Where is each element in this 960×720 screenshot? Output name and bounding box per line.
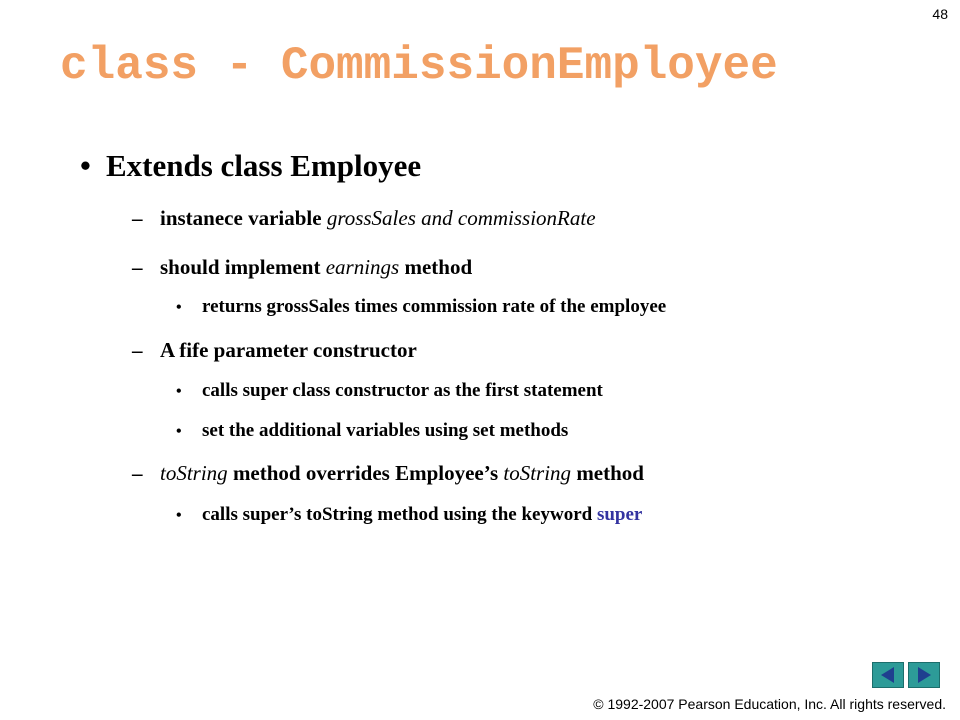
bullet-level-3 [176, 502, 642, 529]
bullet-marker: • [176, 507, 182, 524]
bullet-text: toString [503, 461, 572, 485]
bullet-text: should implement [160, 255, 326, 279]
bullet-text: method overrides Employee’s [227, 461, 504, 485]
dash-marker: – [132, 206, 143, 230]
bullet-text: grossSales and commissionRate [326, 206, 596, 230]
bullet-level-2 [132, 204, 596, 232]
bullet-level-2 [132, 459, 644, 487]
triangle-left-icon [879, 666, 897, 684]
bullet-text: instanece variable [160, 206, 327, 230]
bullet-text: Extends class Employee [106, 148, 422, 183]
bullet-text: A fife parameter constructor [160, 338, 417, 362]
bullet-text: calls super class constructor as the first statement [202, 380, 603, 401]
bullet-text: returns grossSales times commission rate of the employee [202, 296, 667, 317]
bullet-text: method [399, 255, 473, 279]
bullet-marker: • [176, 423, 182, 440]
bullet-level-1 [80, 146, 421, 186]
bullet-text: method [571, 461, 644, 485]
triangle-right-icon [915, 666, 933, 684]
bullet-level-3 [176, 294, 666, 321]
page-number: 48 [932, 6, 948, 22]
dash-marker: – [132, 461, 143, 485]
dash-marker: – [132, 338, 143, 362]
bullet-marker: • [176, 299, 182, 316]
keyword-text: super [596, 504, 643, 525]
slide-title: class - CommissionEmployee [60, 40, 778, 92]
bullet-level-3 [176, 418, 568, 445]
bullet-marker: • [80, 148, 91, 183]
previous-slide-button[interactable] [872, 662, 904, 688]
bullet-text: toString [160, 461, 228, 485]
bullet-level-2 [132, 253, 472, 281]
bullet-text: calls super’s toString method using the keyword [202, 504, 597, 525]
bullet-text: set the additional variables using set methods [202, 420, 569, 441]
bullet-level-3 [176, 378, 603, 405]
next-slide-button[interactable] [908, 662, 940, 688]
slide-navigation [872, 662, 940, 688]
bullet-marker: • [176, 383, 182, 400]
bullet-level-2 [132, 336, 417, 364]
copyright-notice: © 1992-2007 Pearson Education, Inc. All rights reserved. [593, 696, 946, 712]
dash-marker: – [132, 255, 143, 279]
bullet-text: earnings [325, 255, 400, 279]
